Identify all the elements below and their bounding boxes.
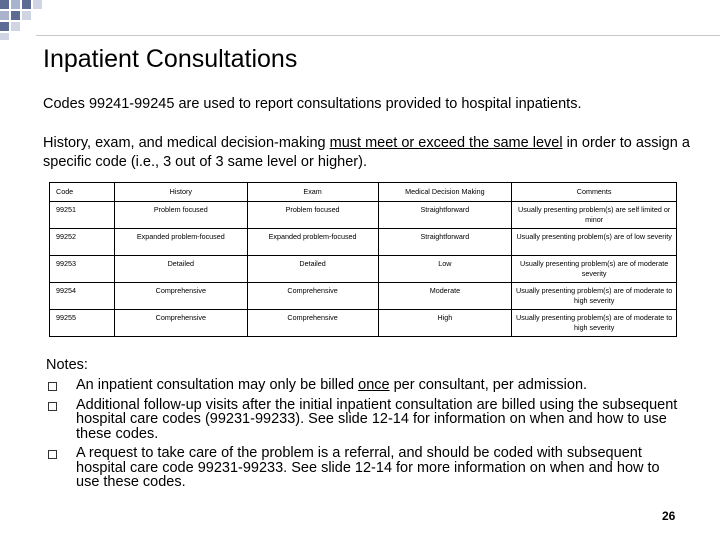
cell-comments: Usually presenting problem(s) are self limited or minor bbox=[512, 202, 677, 229]
rule-text-start: History, exam, and medical decision-making bbox=[43, 135, 330, 151]
cell-comments: Usually presenting problem(s) are of moderate severity bbox=[512, 256, 677, 283]
level-rule-text bbox=[43, 134, 693, 172]
cell-history: Detailed bbox=[114, 256, 247, 283]
slide-title: Inpatient Consultations bbox=[43, 45, 298, 73]
note-text-underlined: once bbox=[358, 377, 390, 393]
table-header-row bbox=[50, 183, 677, 202]
list-item bbox=[46, 446, 686, 490]
list-item bbox=[46, 378, 686, 393]
cell-mdm: Moderate bbox=[378, 283, 512, 310]
rule-text-underlined: must meet or exceed the same level bbox=[329, 135, 563, 151]
cell-comments: Usually presenting problem(s) are of low severity bbox=[512, 229, 677, 256]
consultation-codes-table bbox=[49, 182, 677, 337]
square-bullet-icon bbox=[48, 402, 57, 411]
cell-mdm: Straightforward bbox=[378, 202, 512, 229]
notes-list bbox=[46, 378, 686, 495]
square-bullet-icon bbox=[48, 382, 57, 391]
table-row bbox=[50, 229, 677, 256]
cell-mdm: Low bbox=[378, 256, 512, 283]
square-bullet-icon bbox=[48, 450, 57, 459]
cell-code: 99254 bbox=[50, 283, 115, 310]
cell-code: 99255 bbox=[50, 310, 115, 337]
cell-history: Comprehensive bbox=[114, 310, 247, 337]
note-text-end: per consultant, per admission. bbox=[389, 377, 588, 393]
cell-history: Problem focused bbox=[114, 202, 247, 229]
cell-history: Comprehensive bbox=[114, 283, 247, 310]
rule-text-end: in order to assign a specific code (i.e., 3 out of 3 same level or higher). bbox=[43, 135, 690, 170]
title-divider bbox=[36, 35, 720, 36]
cell-exam: Comprehensive bbox=[247, 283, 378, 310]
cell-code: 99252 bbox=[50, 229, 115, 256]
header-exam: Exam bbox=[247, 183, 378, 202]
cell-exam: Problem focused bbox=[247, 202, 378, 229]
cell-comments: Usually presenting problem(s) are of moderate to high severity bbox=[512, 283, 677, 310]
note-text-start: An inpatient consultation may only be billed bbox=[76, 377, 359, 393]
cell-code: 99253 bbox=[50, 256, 115, 283]
note-text: Additional follow-up visits after the initial inpatient consultation are billed using the subsequent hospital care codes (99231-99233). See slide 12-14 for information on when and how to use these codes. bbox=[76, 396, 678, 442]
header-history: History bbox=[114, 183, 247, 202]
cell-mdm: Straightforward bbox=[378, 229, 512, 256]
notes-heading: Notes: bbox=[46, 357, 88, 373]
header-mdm: Medical Decision Making bbox=[378, 183, 512, 202]
cell-comments: Usually presenting problem(s) are of moderate to high severity bbox=[512, 310, 677, 337]
page-number: 26 bbox=[662, 509, 676, 523]
table-row bbox=[50, 202, 677, 229]
cell-history: Expanded problem-focused bbox=[114, 229, 247, 256]
header-comments: Comments bbox=[512, 183, 677, 202]
cell-exam: Detailed bbox=[247, 256, 378, 283]
cell-code: 99251 bbox=[50, 202, 115, 229]
cell-exam: Expanded problem-focused bbox=[247, 229, 378, 256]
table-row bbox=[50, 283, 677, 310]
cell-exam: Comprehensive bbox=[247, 310, 378, 337]
table-row bbox=[50, 256, 677, 283]
cell-mdm: High bbox=[378, 310, 512, 337]
note-text: A request to take care of the problem is a referral, and should be coded with subsequent hospital care code 99231-99233. See slide 12-14 for more information on when and how to use these codes. bbox=[76, 445, 660, 490]
table-row bbox=[50, 310, 677, 337]
decorative-checker-pattern bbox=[0, 0, 100, 40]
list-item bbox=[46, 398, 686, 442]
intro-text: Codes 99241-99245 are used to report consultations provided to hospital inpatients. bbox=[43, 96, 582, 112]
header-code: Code bbox=[50, 183, 115, 202]
